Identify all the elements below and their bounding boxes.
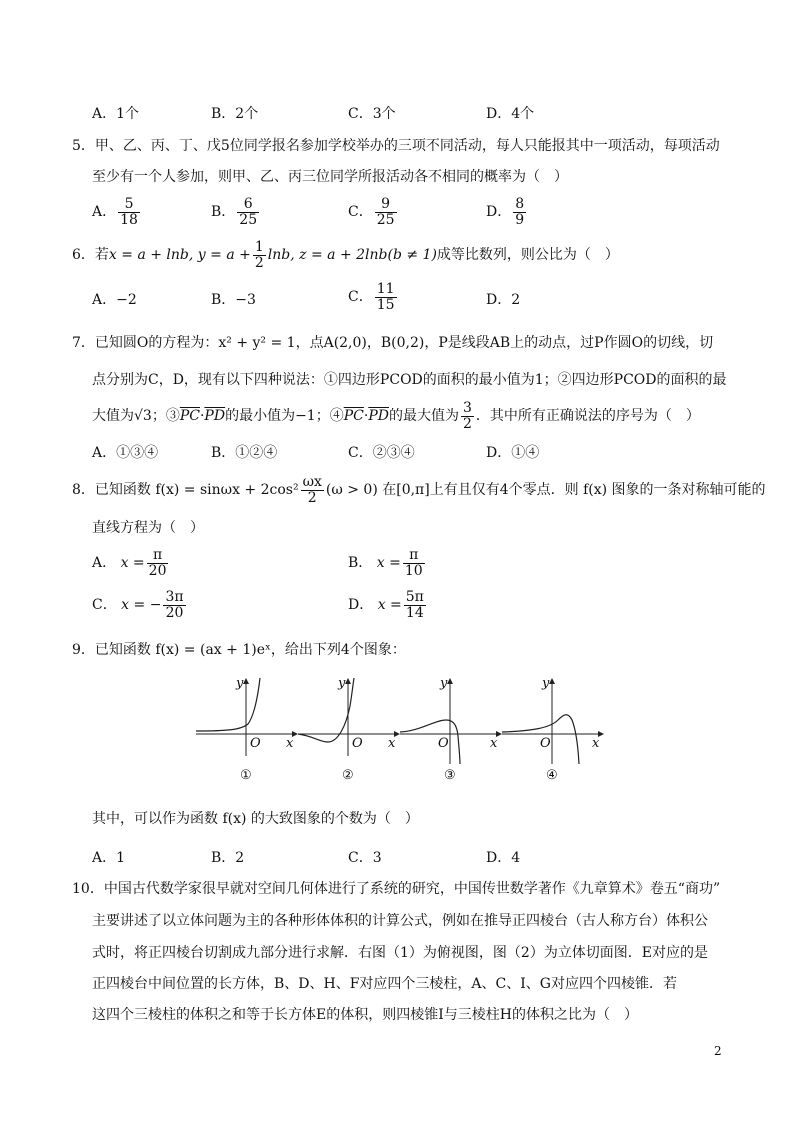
q9-graph-4-origin: O	[540, 736, 551, 751]
q9-option-b: B．2	[211, 850, 245, 866]
q9-graph-1-x-label: x	[286, 736, 294, 751]
q9-graph-2-y-label: y	[338, 676, 346, 691]
q9-graph-4-y-label: y	[542, 676, 550, 691]
q9-line-1: 9．已知函数 f(x) = (ax + 1)eˣ，给出下列4个图象：	[72, 642, 406, 658]
q9-graph-3	[400, 676, 504, 788]
q9-graph-3-label: ③	[444, 768, 456, 783]
q7-option-a: A．①③④	[92, 445, 159, 461]
q7-option-c: C．②③④	[348, 445, 415, 461]
q9-graph-2-label: ②	[342, 768, 354, 783]
q8-option-a: A． x = $\frac{\pi}{20}$	[92, 547, 167, 579]
q10-line-5: 这四个三棱柱的体积之和等于长方体E的体积，则四棱锥I与三棱柱H的体积之比为（ ）	[92, 1007, 638, 1023]
q5-line-1: 5．甲、乙、丙、丁、戊5位同学报名参加学校举办的三项不同活动，每人只能报其中一项活动，每项活动	[72, 138, 720, 154]
q9-graph-1-origin: O	[250, 736, 261, 751]
q9-graph-4-plot	[502, 676, 606, 766]
q5-option-b: B． $\frac{6}{25}$	[211, 196, 258, 228]
q9-graph-2-origin: O	[352, 736, 363, 751]
q4-option-a: A．1个	[92, 106, 140, 122]
q9-graph-3-x-label: x	[490, 736, 498, 751]
q4-option-b: B．2个	[211, 106, 259, 122]
q9-option-d: D．4	[486, 850, 521, 866]
q8-option-c: C． x = − $\frac{3\pi}{20}$	[92, 589, 184, 621]
q6-option-d: D．2	[486, 292, 521, 308]
q10-line-3: 式时，将正四棱台切割成九部分进行求解．右图（1）为俯视图，图（2）为立体切面图．E对应的是	[92, 945, 709, 961]
q10-line-1: 10．中国古代数学家很早就对空间几何体进行了系统的研究，中国传世数学著作《九章算术》卷五“商功”	[72, 881, 721, 897]
q5-option-d: D． $\frac{8}{9}$	[486, 196, 525, 228]
q9-line-2: 其中，可以作为函数 f(x) 的大致图象的个数为（ ）	[92, 811, 419, 827]
q8-option-d: D． x = $\frac{5\pi}{14}$	[348, 589, 424, 621]
q9-graph-1-plot	[196, 676, 300, 756]
q7-option-d: D．①④	[486, 445, 540, 461]
q9-option-a: A．1	[92, 850, 126, 866]
q8-option-b: B． x = $\frac{\pi}{10}$	[348, 547, 423, 579]
q8-line-1: 8．已知函数 f(x) = sinωx + 2cos² $\frac{\omega x}{2}$ (ω > 0) 在[0,π]上有且仅有4个零点．则 f(x) 图象的一条对称轴可能的	[72, 474, 766, 506]
q9-graph-3-plot	[400, 676, 504, 766]
q9-graph-4-x-label: x	[592, 736, 600, 751]
q9-graph-1	[196, 676, 300, 788]
q4-option-c: C．3个	[348, 106, 396, 122]
q5-option-c: C． $\frac{9}{25}$	[348, 196, 395, 228]
q9-graph-3-y-label: y	[440, 676, 448, 691]
q4-option-d: D．4个	[486, 106, 535, 122]
q9-graph-2-x-label: x	[388, 736, 396, 751]
q6-option-b: B．−3	[211, 292, 256, 308]
q6-stem: 6．若x = a + lnb, y = a + $\frac{1}{2}$ lnb, z = a + 2lnb(b ≠ 1)成等比数列，则公比为（ ）	[72, 239, 619, 271]
q5-line-2: 至少有一个人参加，则甲、乙、丙三位同学所报活动各不相同的概率为（ ）	[92, 169, 568, 185]
q7-line-1: 7．已知圆O的方程为：x² + y² = 1，点A(2,0)，B(0,2)，P是线段AB上的动点，过P作圆O的切线，切	[72, 335, 714, 351]
q7-line-2: 点分别为C，D，现有以下四种说法：①四边形PCOD的面积的最小值为1；②四边形PCOD的面积的最	[92, 372, 727, 388]
q9-graph-4	[502, 676, 606, 788]
q9-graph-1-label: ①	[240, 768, 252, 783]
q9-graph-2-plot	[298, 676, 402, 756]
q10-line-2: 主要讲述了以立体问题为主的各种形体体积的计算公式，例如在推导正四棱台（古人称方台）体积公	[92, 913, 708, 929]
q7-line-3: 大值为√3；$③\overline{PC}\cdot\overline{PD}$的最小值为−1；$④\overline{PC}\cdot\overline{PD}$的最大值为 $\frac{3}{2}$ ．其中所有正确说法的序号为（ ）	[92, 400, 700, 432]
page-number: 2	[714, 1044, 722, 1058]
q6-option-c: C． $\frac{11}{15}$	[348, 281, 395, 313]
q9-graph-1-y-label: y	[236, 676, 244, 691]
q9-graph-2	[298, 676, 402, 788]
q9-graph-3-origin: O	[438, 736, 449, 751]
q7-option-b: B．①②④	[211, 445, 278, 461]
q9-option-c: C．3	[348, 850, 382, 866]
q9-graph-4-label: ④	[546, 768, 558, 783]
q10-line-4: 正四棱台中间位置的长方体，B、D、H、F对应四个三棱柱，A、C、I、G对应四个四棱锥．若	[92, 976, 677, 992]
q5-option-a: A． $\frac{5}{18}$	[92, 196, 138, 228]
q6-option-a: A．−2	[92, 292, 137, 308]
q8-line-2: 直线方程为（ ）	[92, 520, 204, 536]
